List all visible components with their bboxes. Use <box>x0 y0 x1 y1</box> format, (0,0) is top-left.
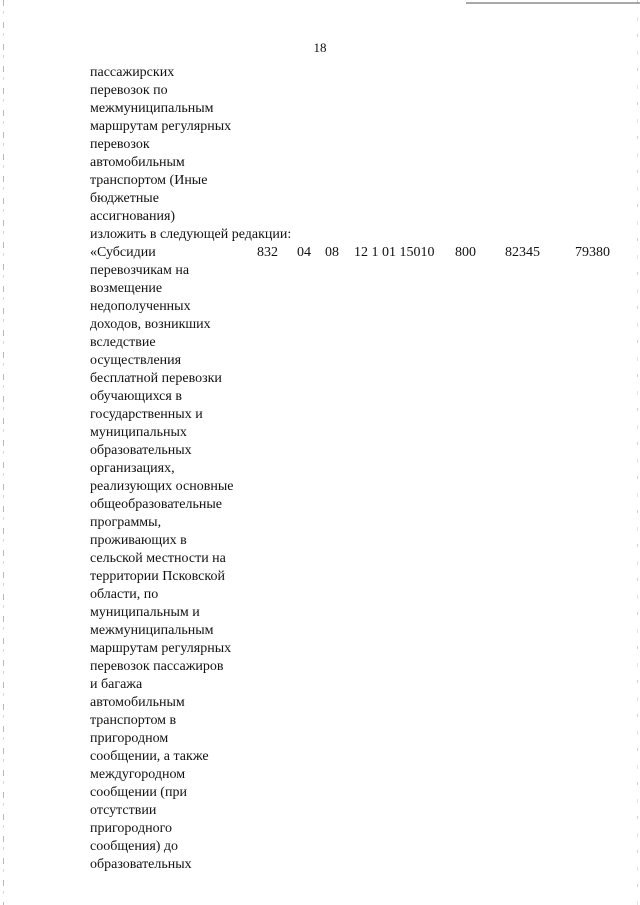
name-line: возмещение <box>90 281 163 296</box>
cell-ved: 832 <box>257 245 278 260</box>
intro-line: пассажирских <box>90 65 175 80</box>
name-line: автомобильным <box>90 695 185 710</box>
name-line: образовательных <box>90 443 192 458</box>
name-line: междугородном <box>90 767 186 782</box>
intro-line: бюджетные <box>90 191 159 206</box>
intro-line: транспортом (Иные <box>90 173 208 188</box>
cell-sum-1: 82345 <box>505 245 540 260</box>
name-line: территории Псковской <box>90 569 225 584</box>
name-line: отсутствии <box>90 803 157 818</box>
page-edge-right <box>637 0 638 905</box>
name-line: и багажа <box>90 677 143 692</box>
name-line: образовательных <box>90 857 192 872</box>
name-line: маршрутам регулярных <box>90 641 232 656</box>
name-line: сообщении (при <box>90 785 187 800</box>
name-line: реализующих основные <box>90 479 234 494</box>
intro-line: маршрутам регулярных <box>90 119 232 134</box>
name-line: сельской местности на <box>90 551 226 566</box>
intro-line: ассигнования) <box>90 209 176 224</box>
name-line: перевозок пассажиров <box>90 659 224 674</box>
cell-csr: 12 1 01 15010 <box>354 245 435 260</box>
cell-sum-2: 79380 <box>575 245 610 260</box>
name-line: обучающихся в <box>90 389 182 404</box>
scan-top-mark <box>466 2 640 4</box>
name-line: пригородном <box>90 731 169 746</box>
intro-line: изложить в следующей редакции: <box>90 227 292 242</box>
name-line: области, по <box>90 587 159 602</box>
intro-line: межмуниципальным <box>90 101 214 116</box>
name-line: вследствие <box>90 335 156 350</box>
cell-vr: 800 <box>455 245 476 260</box>
name-line: осуществления <box>90 353 182 368</box>
name-line: недополученных <box>90 299 191 314</box>
name-line: программы, <box>90 515 162 530</box>
cell-rz: 04 <box>297 245 311 260</box>
intro-line: перевозок по <box>90 83 168 98</box>
name-line: перевозчикам на <box>90 263 190 278</box>
name-line: государственных и <box>90 407 203 422</box>
name-line: сообщении, а также <box>90 749 209 764</box>
name-line: сообщения) до <box>90 839 179 854</box>
name-line: доходов, возникших <box>90 317 211 332</box>
name-line: муниципальным и <box>90 605 200 620</box>
name-line: «Субсидии <box>90 245 156 260</box>
name-line: общеобразовательные <box>90 497 222 512</box>
cell-pr: 08 <box>325 245 339 260</box>
intro-line: перевозок <box>90 137 150 152</box>
page-number: 18 <box>313 40 327 55</box>
name-line: транспортом в <box>90 713 177 728</box>
intro-line: автомобильным <box>90 155 185 170</box>
name-line: проживающих в <box>90 533 187 548</box>
page-edge-left <box>3 0 4 905</box>
name-line: муниципальных <box>90 425 187 440</box>
name-line: организациях, <box>90 461 175 476</box>
name-line: пригородного <box>90 821 172 836</box>
name-line: бесплатной перевозки <box>90 371 222 386</box>
name-line: межмуниципальным <box>90 623 214 638</box>
